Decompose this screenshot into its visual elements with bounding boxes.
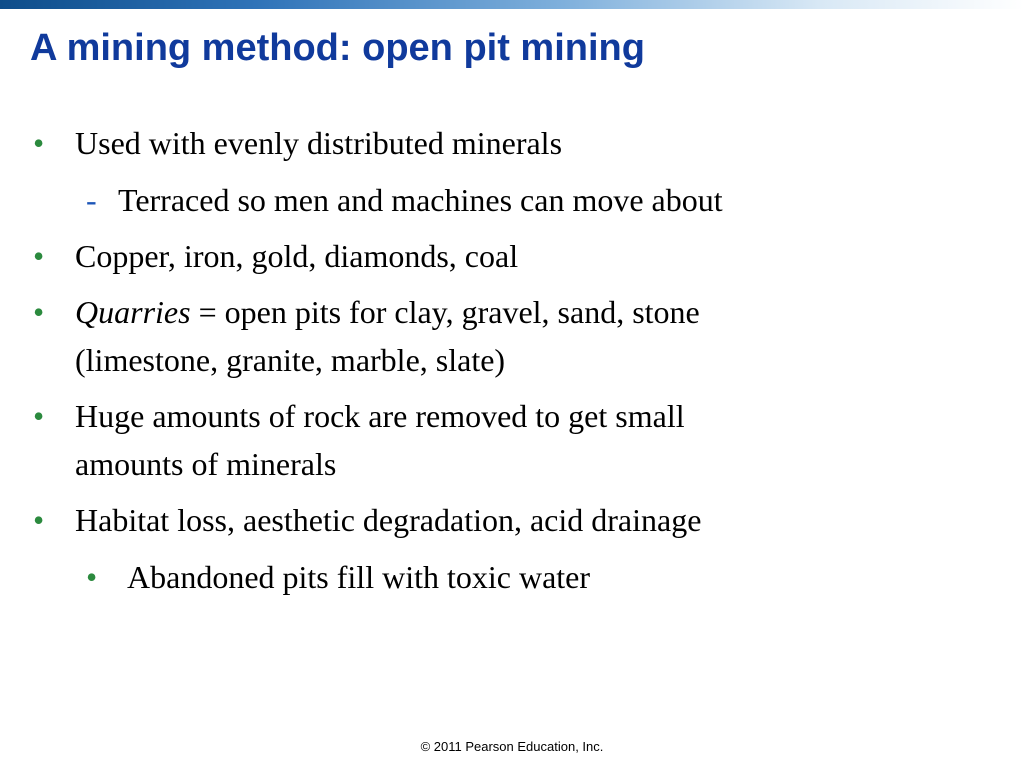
top-gradient-bar: [0, 0, 1024, 9]
slide-title: A mining method: open pit mining: [30, 27, 645, 69]
bullet-marker: •: [33, 125, 45, 161]
bullet-text-rest: = open pits for clay, gravel, sand, stone: [190, 294, 700, 330]
bullet-marker: •: [86, 559, 98, 595]
bullet-text: Habitat loss, aesthetic degradation, acid drainage: [75, 502, 702, 538]
sub-bullet-text: Terraced so men and machines can move about: [118, 182, 723, 218]
copyright-footer: © 2011 Pearson Education, Inc.: [420, 739, 604, 754]
sub-bullet-text: Abandoned pits fill with toxic water: [127, 559, 591, 595]
bullet-text: Used with evenly distributed minerals: [75, 125, 563, 161]
bullet-text-line1: Huge amounts of rock are removed to get small: [75, 398, 685, 434]
bullet-text-line2: amounts of minerals: [75, 446, 337, 482]
dash-marker: -: [86, 182, 97, 218]
bullet-text: Copper, iron, gold, diamonds, coal: [75, 238, 519, 274]
italic-term: Quarries: [75, 294, 191, 330]
bullet-text-line2: (limestone, granite, marble, slate): [75, 342, 506, 378]
bullet-marker: •: [33, 238, 45, 274]
bullet-marker: •: [33, 398, 45, 434]
bullet-marker: •: [33, 294, 45, 330]
bullet-marker: •: [33, 502, 45, 538]
bullet-text-line1: [75, 294, 700, 330]
